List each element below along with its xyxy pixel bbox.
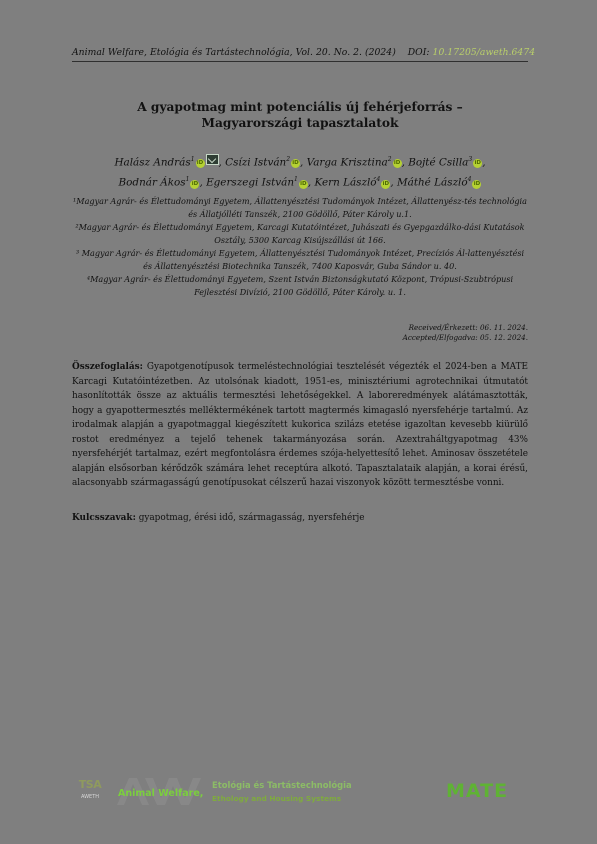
author-name: Bojté Csilla bbox=[408, 156, 469, 169]
affiliation-1: ¹Magyar Agrár- és Élettudományi Egyetem, Állattenyésztési Tudományok Intézet, Állattenyész-tés technológia és Állatjólléti Tanszék, 2100 Gödöllő, Páter Károly u.1. bbox=[73, 196, 527, 219]
mate-logo: MATE bbox=[446, 780, 509, 802]
keywords-text: gyapotmag, érési idő, szármagasság, nyersfehérje bbox=[135, 513, 365, 523]
abstract-text: Gyapotgenotípusok termeléstechnológiai tesztelését végezték el 2024-ben a MATE Karcagi Kutatóintézetben. Az utolsónak kiadott, 1951-es, minisztériumi agrotechnikai útmutatót hasonlították össze az aktuális termesztési lehetőségekkel. A laboreredmények alátámasztották, hogy a gyapottermesztés melléktermékének tartott magtermés kimagasló nyersfehérje tartalmú. Az irodalmak alapján a gyapotmaggal kiegészített kukorica szilázs etetése igazoltan kevesebb kiürülő rostot eredményez a tejelő tehenek takarmányozása során. Azextraháltgyapotmag 43% nyersfehérjét tartalmaz, ezért megfontolásra érdemes szója-helyettesítő lehet. Aminosav összetétele alapján elsősorban kérődzők számára lehet receptúra alkotó. Tapasztalataik alapján, a korai érésű, alacsonyabb szármagasságú genotípusokat célszerű hazai viszonyok között termesztésbe vonni. bbox=[72, 362, 528, 488]
keywords-label: Kulcsszavak: bbox=[72, 513, 136, 523]
author-affiliation-mark: 1 bbox=[185, 176, 190, 184]
affiliation-3: ³ Magyar Agrár- és Élettudományi Egyetem, Állattenyésztési Tudományok Intézet, Precíziós Ál-lattenyésztési és Állattenyésztési Biotechnika Tanszék, 7400 Kaposvár, Guba Sándor u. 40. bbox=[75, 248, 525, 271]
affiliation-2: ²Magyar Agrár- és Élettudományi Egyetem, Karcagi Kutatóintézet, Juhászati és Gyepgazdálko-dási Kutatások Osztály, 5300 Karcag Kisújszállási út 166. bbox=[75, 222, 525, 245]
affiliations bbox=[72, 195, 528, 299]
author-name: Bodnár Ákos bbox=[118, 176, 186, 189]
author-affiliation-mark: 1 bbox=[294, 176, 298, 184]
title-line-1: A gyapotmag mint potenciális új fehérjeforrás – bbox=[137, 100, 463, 114]
orcid-icon[interactable]: iD bbox=[393, 160, 401, 167]
author-affiliation-mark: 2 bbox=[387, 156, 392, 163]
received-date: Received/Érkezett: 06. 11. 2024. bbox=[408, 323, 528, 332]
author-affiliation-mark: 4 bbox=[376, 176, 381, 184]
abstract-label: Összefoglalás: bbox=[72, 362, 143, 372]
orcid-icon[interactable]: iD bbox=[300, 180, 307, 187]
tsa-logo-text: TSA bbox=[78, 778, 102, 791]
orcid-icon[interactable]: iD bbox=[474, 160, 481, 167]
journal-citation: Animal Welfare, Etológia és Tartástechnológia, Vol. 20. No. 2. (2024) bbox=[72, 47, 396, 58]
abstract bbox=[72, 360, 528, 491]
orcid-icon[interactable]: iD bbox=[473, 180, 481, 187]
journal-name-hu: Etológia és Tartástechnológia bbox=[212, 780, 352, 790]
header-rule bbox=[72, 61, 528, 62]
orcid-icon[interactable]: iD bbox=[196, 160, 204, 167]
doi-label: DOI: bbox=[407, 47, 430, 58]
article-dates bbox=[300, 323, 528, 343]
orcid-icon[interactable]: iD bbox=[382, 180, 390, 187]
running-head bbox=[72, 47, 536, 58]
author-affiliation-mark: 1 bbox=[190, 156, 195, 163]
author-name: Csízi István bbox=[225, 156, 287, 169]
author-name: Halász András bbox=[114, 156, 191, 169]
orcid-icon[interactable]: iD bbox=[292, 160, 299, 167]
email-icon[interactable] bbox=[206, 154, 219, 165]
tsa-logo-subtext: AWETH bbox=[80, 794, 100, 800]
article-title bbox=[72, 99, 528, 131]
accepted-date: Accepted/Elfogadva: 05. 12. 2024. bbox=[402, 333, 528, 342]
affiliation-4: ⁴Magyar Agrár- és Élettudományi Egyetem, Szent István Biztonságkutató Központ, Trópusi-Szubtrópusi Fejlesztési Divízió, 2100 Gödöllő, Páter Károly. u. 1. bbox=[86, 274, 514, 297]
author-affiliation-mark: 3 bbox=[468, 156, 473, 163]
animal-welfare-logo-text: Animal Welfare, bbox=[118, 788, 204, 799]
tsa-logo bbox=[75, 778, 105, 804]
doi-link[interactable]: 10.17205/aweth.6474 bbox=[432, 47, 536, 58]
title-line-2: Magyarországi tapasztalatok bbox=[201, 116, 399, 130]
author-list: Halász András$^1$iD , Csízi István$^2$iD, Varga Krisztina$^2$iD, Bojté Csilla$^3$iD, Bodnár Ákos$^1$iD, Egerszegi István$^1$iD, Kern László$^4$iD, Máthé László$^4$iD bbox=[114, 156, 486, 189]
orcid-icon[interactable]: iD bbox=[191, 180, 199, 187]
author-affiliation-mark: 2 bbox=[286, 156, 291, 163]
author-name: Kern László bbox=[314, 176, 377, 189]
author-name: Varga Krisztina bbox=[306, 156, 388, 169]
author-name: Máthé László bbox=[396, 176, 468, 189]
author-affiliation-mark: 4 bbox=[467, 176, 472, 184]
keywords bbox=[72, 511, 528, 525]
author-name: Egerszegi István bbox=[206, 176, 295, 189]
journal-name-en: Ethology and Housing Systems bbox=[212, 794, 342, 803]
animal-welfare-logo bbox=[115, 776, 207, 806]
